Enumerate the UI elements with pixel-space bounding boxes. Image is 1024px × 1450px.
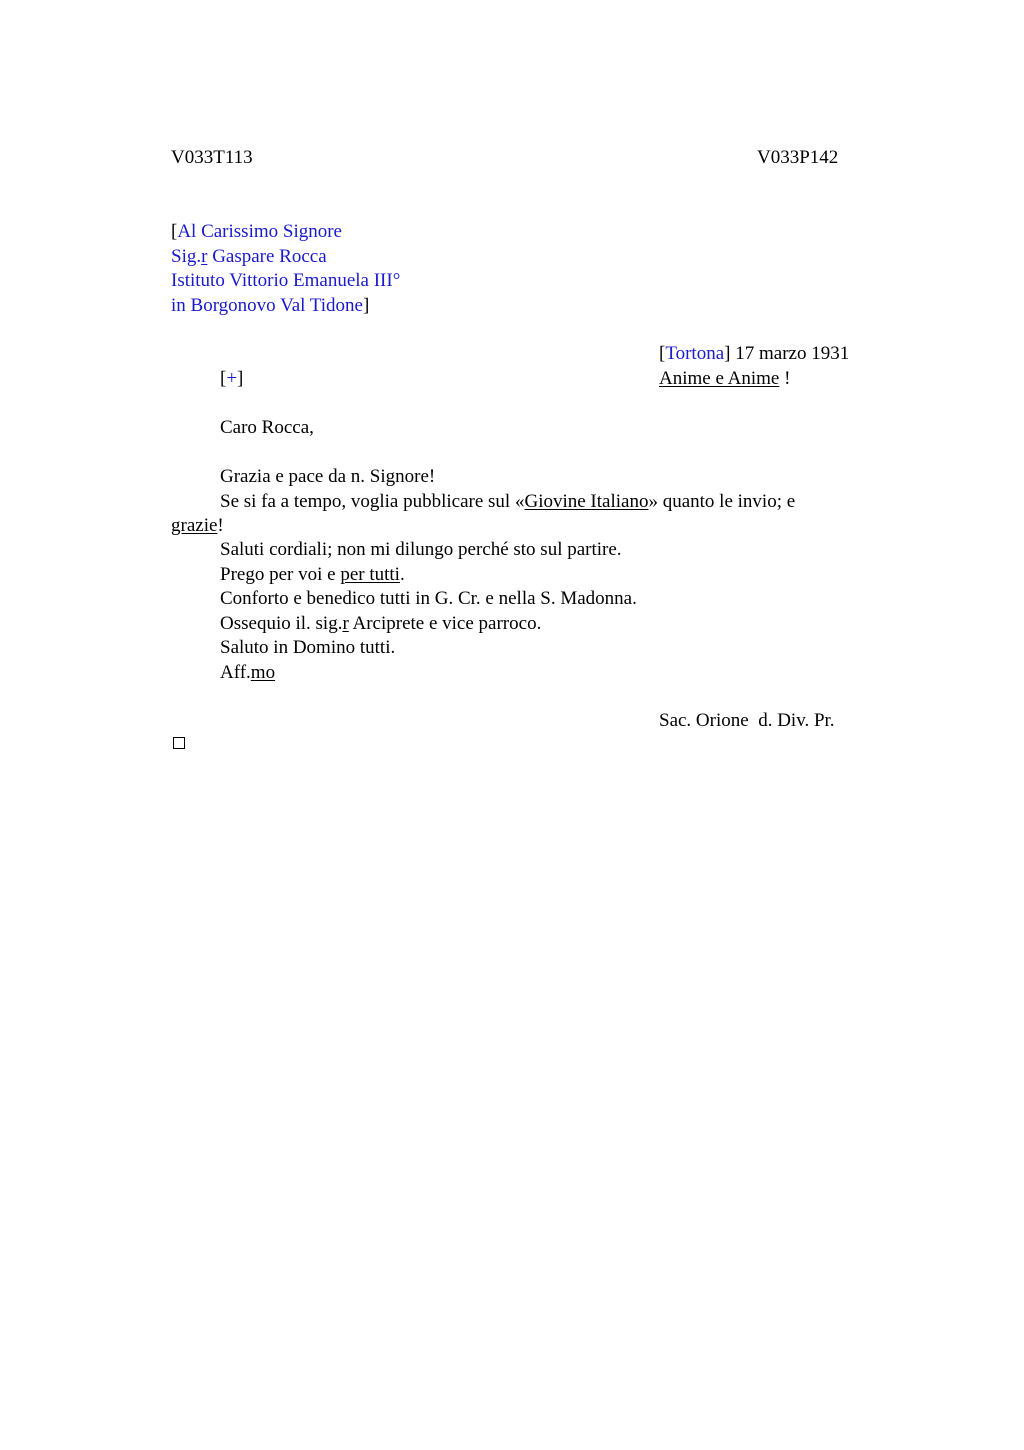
address-recipient-title: Al Carissimo Signore bbox=[177, 221, 342, 242]
motto-suffix: ! bbox=[779, 368, 791, 389]
document-code-right: V033P142 bbox=[757, 147, 839, 168]
address-line-1 bbox=[171, 220, 342, 245]
bracket: [ bbox=[659, 343, 666, 364]
body-line-3: Saluti cordiali; non mi dilungo perché sto sul partire. bbox=[220, 539, 622, 560]
address-line-4 bbox=[171, 294, 369, 319]
motto-text: Anime e Anime bbox=[659, 368, 780, 389]
cross-icon: + bbox=[226, 368, 238, 389]
text: . bbox=[399, 564, 405, 585]
square-icon bbox=[173, 737, 185, 749]
bracket: ] bbox=[237, 368, 244, 389]
dateline bbox=[659, 342, 849, 367]
body-line-1: Grazia e pace da n. Signore! bbox=[220, 466, 436, 487]
text: Aff. bbox=[220, 662, 251, 683]
bracket: ] bbox=[362, 295, 370, 316]
address-line-3: Istituto Vittorio Emanuela III° bbox=[171, 270, 401, 291]
text: Prego per voi e bbox=[220, 564, 341, 585]
text-underlined: r bbox=[342, 613, 349, 634]
text-underlined: mo bbox=[250, 662, 276, 683]
motto bbox=[659, 367, 790, 392]
recipient-name: Gaspare Rocca bbox=[207, 246, 327, 267]
bracket: ] bbox=[724, 343, 731, 364]
body-line-7: Saluto in Domino tutti. bbox=[220, 637, 396, 658]
text: ! bbox=[217, 515, 224, 536]
text: Ossequio il. sig. bbox=[220, 613, 343, 634]
text: » quanto le invio; e bbox=[648, 491, 796, 512]
text: Arciprete e vice parroco. bbox=[348, 613, 542, 634]
place: Tortona bbox=[665, 343, 725, 364]
text-underlined: grazie bbox=[171, 515, 218, 536]
newspaper-title: Giovine Italiano bbox=[524, 491, 649, 512]
document-code-left: V033T113 bbox=[171, 147, 253, 168]
salutation: Caro Rocca, bbox=[220, 417, 314, 438]
body-line-4 bbox=[220, 563, 405, 588]
body-line-5: Conforto e benedico tutti in G. Cr. e nella S. Madonna. bbox=[220, 588, 637, 609]
bracket: [ bbox=[220, 368, 227, 389]
date: 17 marzo 1931 bbox=[730, 343, 850, 364]
address-town: in Borgonovo Val Tidone bbox=[171, 295, 363, 316]
title-abbrev: Sig. bbox=[171, 246, 202, 267]
address-line-2 bbox=[171, 245, 327, 270]
signature: Sac. Orione d. Div. Pr. bbox=[659, 710, 835, 731]
body-line-2-continued bbox=[171, 514, 224, 539]
closing bbox=[220, 661, 275, 686]
body-line-6 bbox=[220, 612, 541, 637]
cross-mark bbox=[220, 367, 243, 392]
bracket: [ bbox=[171, 221, 178, 242]
text-underlined: per tutti bbox=[340, 564, 400, 585]
body-line-2 bbox=[220, 490, 795, 515]
text: Se si fa a tempo, voglia pubblicare sul « bbox=[220, 491, 525, 512]
title-abbrev-superscript: r bbox=[201, 246, 208, 267]
